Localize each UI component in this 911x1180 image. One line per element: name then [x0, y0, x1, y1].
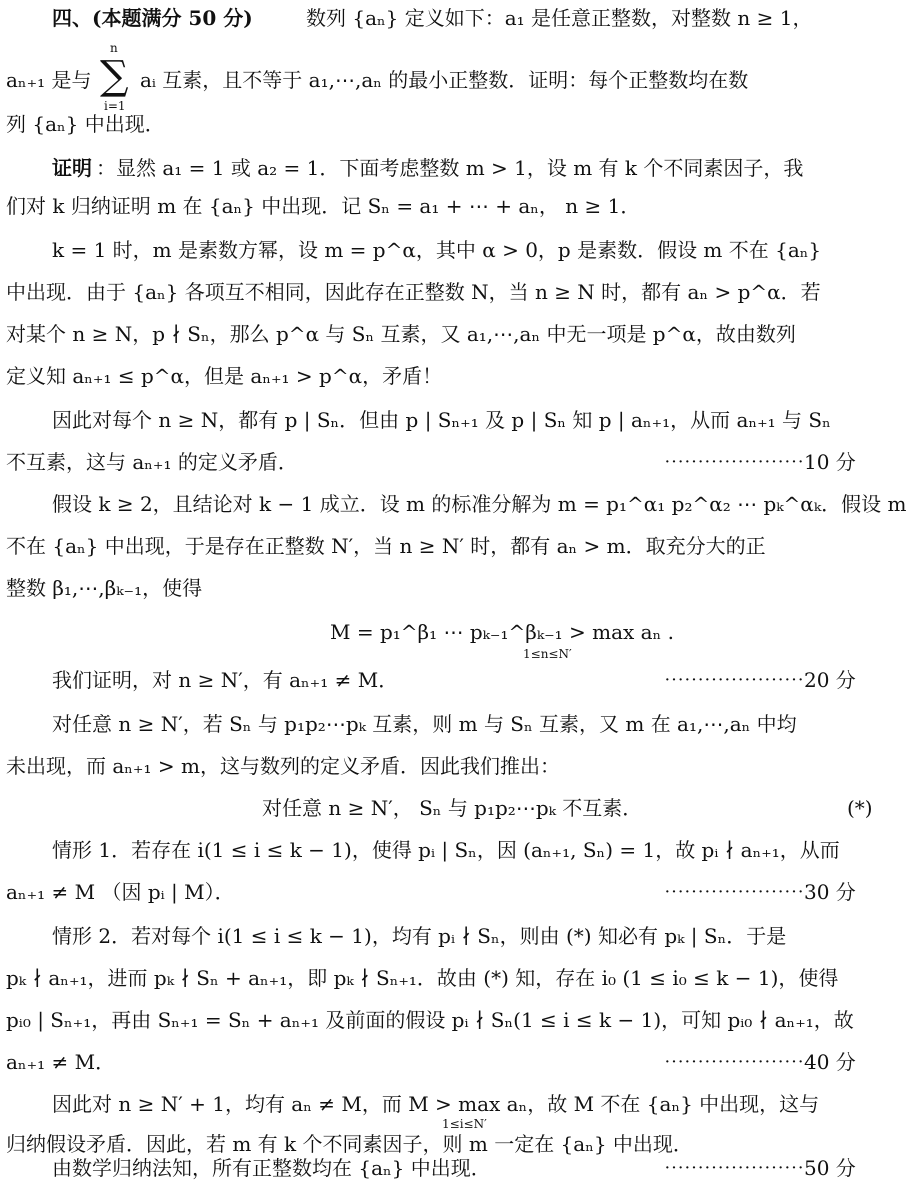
proof-text-11: 整数 β₁,⋯,βₖ₋₁，使得 [6, 576, 203, 600]
proof-text-18: 情形 2．若对每个 i(1 ≤ i ≤ k − 1)，均有 pᵢ ∤ Sₙ，则由 (*) 知必有 pₖ | Sₙ．于是 [52, 924, 787, 948]
sum-lower-limit: i=1 [104, 99, 126, 113]
proof-text-2: 们对 k 归纳证明 m 在 {aₙ} 中出现．记 Sₙ = a₁ + ⋯ + aₙ， n ≥ 1． [6, 194, 641, 218]
proof-text-3: k = 1 时，m 是素数方幂，设 m = p^α，其中 α > 0，p 是素数．假设 m 不在 {aₙ} [52, 238, 822, 262]
sum-upper-limit: n [110, 41, 118, 55]
proof-text-5: 对某个 n ≥ N，p ∤ Sₙ，那么 p^α 与 Sₙ 互素，又 a₁,⋯,aₙ 中无一项是 p^α，故由数列 [6, 322, 796, 346]
problem-text-2b: aᵢ 互素，且不等于 a₁,⋯,aₙ 的最小正整数．证明：每个正整数均在数 [140, 68, 749, 92]
score-30: ⋯⋯⋯⋯⋯⋯⋯30 分 [664, 880, 856, 904]
proof-label: 证明 [52, 156, 92, 180]
proof-text-19: pₖ ∤ aₙ₊₁，进而 pₖ ∤ Sₙ + aₙ₊₁，即 pₖ ∤ Sₙ₊₁．故由 (*) 知，存在 i₀ (1 ≤ i₀ ≤ k − 1)，使得 [6, 966, 839, 990]
proof-text-22: 因此对 n ≥ N′ + 1，均有 aₙ ≠ M，而 M > max aₙ，故 M 不在 {aₙ} 中出现，这与 [52, 1092, 820, 1116]
proof-text-4: 中出现．由于 {aₙ} 各项互不相同，因此存在正整数 N，当 n ≥ N 时，都有 aₙ > p^α．若 [6, 280, 821, 304]
score-40: ⋯⋯⋯⋯⋯⋯⋯40 分 [664, 1050, 856, 1074]
problem-text-1: 数列 {aₙ} 定义如下：a₁ 是任意正整数，对整数 n ≥ 1， [306, 6, 813, 30]
proof-text-17: aₙ₊₁ ≠ M （因 pᵢ | M）． [6, 880, 235, 904]
proof-text-24: 由数学归纳法知，所有正整数均在 {aₙ} 中出现． [52, 1156, 491, 1180]
proof-text-1: ：显然 a₁ = 1 或 a₂ = 1．下面考虑整数 m > 1，设 m 有 k 个不同素因子，我 [96, 156, 804, 180]
proof-text-12: 我们证明，对 n ≥ N′，有 aₙ₊₁ ≠ M． [52, 668, 399, 692]
proof-text-21: aₙ₊₁ ≠ M． [6, 1050, 116, 1074]
max-subscript: 1≤i≤N′ [442, 1117, 487, 1131]
proof-text-23: 归纳假设矛盾．因此，若 m 有 k 个不同素因子，则 m 一定在 {aₙ} 中出现． [6, 1132, 693, 1156]
proof-text-9: 假设 k ≥ 2，且结论对 k − 1 成立．设 m 的标准分解为 m = p₁^α₁ p₂^α₂ ⋯ pₖ^αₖ．假设 m [52, 492, 907, 516]
score-10: ⋯⋯⋯⋯⋯⋯⋯10 分 [664, 450, 856, 474]
equation-1: M = p₁^β₁ ⋯ pₖ₋₁^βₖ₋₁ > max aₙ . [330, 620, 674, 644]
proof-text-13: 对任意 n ≥ N′，若 Sₙ 与 p₁p₂⋯pₖ 互素，则 m 与 Sₙ 互素，又 m 在 a₁,⋯,aₙ 中均 [52, 712, 797, 736]
problem-text-3: 列 {aₙ} 中出现． [6, 112, 165, 136]
proof-text-20: pᵢ₀ | Sₙ₊₁，再由 Sₙ₊₁ = Sₙ + aₙ₊₁ 及前面的假设 pᵢ ∤ Sₙ(1 ≤ i ≤ k − 1)，可知 pᵢ₀ ∤ aₙ₊₁，故 [6, 1008, 854, 1032]
problem-label: 四、(本题满分 50 分) [52, 6, 253, 30]
score-50: ⋯⋯⋯⋯⋯⋯⋯50 分 [664, 1156, 856, 1180]
star-label: (*) [847, 796, 873, 820]
proof-text-7: 因此对每个 n ≥ N，都有 p | Sₙ．但由 p | Sₙ₊₁ 及 p | Sₙ 知 p | aₙ₊₁，从而 aₙ₊₁ 与 Sₙ [52, 408, 831, 432]
summation-sign: ∑ [100, 53, 129, 99]
proof-text-14: 未出现，而 aₙ₊₁ > m，这与数列的定义矛盾．因此我们推出： [6, 754, 560, 778]
proof-text-10: 不在 {aₙ} 中出现，于是存在正整数 N′，当 n ≥ N′ 时，都有 aₙ > m．取充分大的正 [6, 534, 766, 558]
proof-text-16: 情形 1．若存在 i(1 ≤ i ≤ k − 1)，使得 pᵢ | Sₙ，因 (aₙ₊₁, Sₙ) = 1，故 pᵢ ∤ aₙ₊₁，从而 [52, 838, 840, 862]
score-20: ⋯⋯⋯⋯⋯⋯⋯20 分 [664, 668, 856, 692]
proof-text-6: 定义知 aₙ₊₁ ≤ p^α，但是 aₙ₊₁ > p^α，矛盾！ [6, 364, 443, 388]
problem-text-2a: aₙ₊₁ 是与 [6, 68, 92, 92]
proof-text-15: 对任意 n ≥ N′， Sₙ 与 p₁p₂⋯pₖ 不互素． [262, 796, 643, 820]
equation-1-subscript: 1≤n≤N′ [523, 647, 572, 661]
proof-text-8: 不互素，这与 aₙ₊₁ 的定义矛盾． [6, 450, 298, 474]
